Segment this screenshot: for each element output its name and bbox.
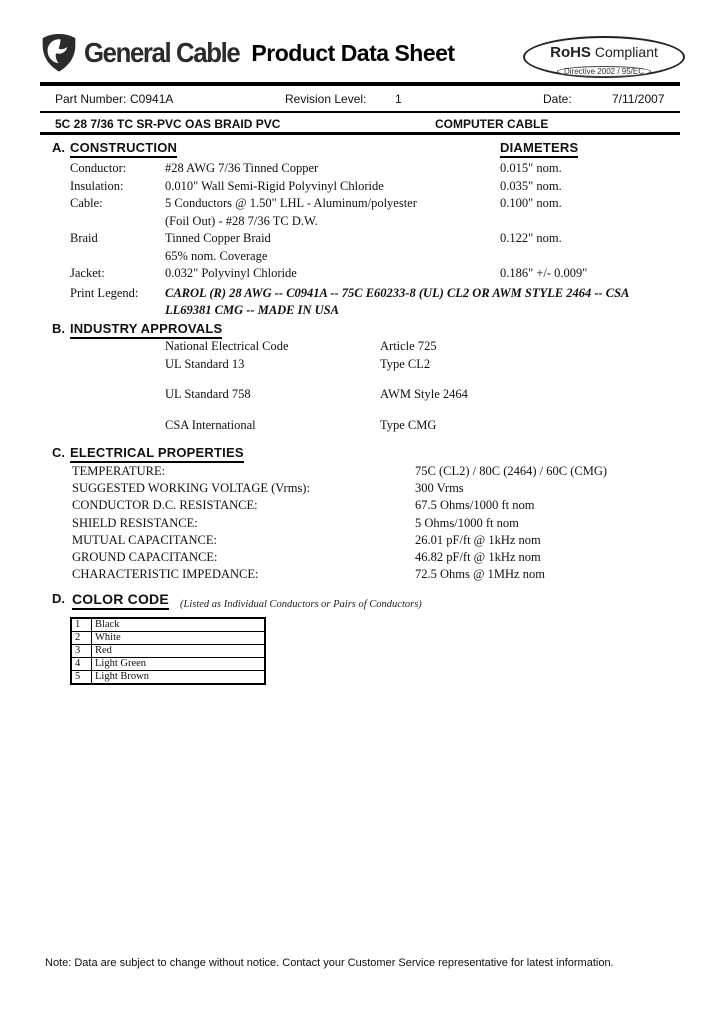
conductor-number: 1 — [71, 618, 92, 632]
table-row — [72, 463, 680, 480]
table-row — [70, 178, 680, 196]
page-title: Product Data Sheet — [251, 40, 455, 66]
row-diameter — [500, 213, 680, 231]
table-row — [71, 671, 265, 685]
row-label: SHIELD RESISTANCE: — [72, 515, 198, 530]
conductor-color: Red — [92, 645, 266, 658]
industry-approvals-table — [165, 338, 665, 434]
product-divider — [40, 132, 680, 135]
table-row — [165, 386, 665, 404]
section-c-heading: ELECTRICAL PROPERTIES — [70, 445, 244, 463]
table-row — [70, 213, 680, 231]
table-row — [72, 566, 680, 583]
row-value: Tinned Copper Braid — [165, 231, 271, 245]
color-code-note: (Listed as Individual Conductors or Pairs of Conductors) — [180, 599, 422, 610]
row-value: 0.010" Wall Semi-Rigid Polyvinyl Chloride — [165, 178, 384, 193]
row-label: Insulation: — [70, 178, 124, 193]
row-label: Conductor: — [70, 161, 127, 175]
row-label: CHARACTERISTIC IMPEDANCE: — [72, 567, 259, 582]
brand-name: General Cable — [84, 37, 240, 68]
section-b-heading: INDUSTRY APPROVALS — [70, 321, 222, 339]
product-name: 5C 28 7/36 TC SR-PVC OAS BRAID PVC — [55, 117, 281, 131]
table-row — [72, 480, 680, 497]
general-cable-logo — [40, 33, 253, 73]
row-value: Type CMG — [380, 417, 437, 432]
rohs-label: RoHS Compliant — [550, 44, 658, 61]
row-label: MUTUAL CAPACITANCE: — [72, 532, 217, 547]
row-diameter: 0.100" nom. — [500, 196, 562, 210]
row-label: UL Standard 13 — [165, 356, 245, 371]
conductor-color: Light Green — [92, 658, 266, 671]
table-row — [70, 265, 680, 283]
row-value: 67.5 Ohms/1000 ft nom — [415, 498, 535, 513]
row-diameter: 0.035" nom. — [500, 178, 562, 193]
row-label: CONDUCTOR D.C. RESISTANCE: — [72, 498, 258, 513]
section-a-letter: A. — [52, 140, 65, 155]
row-value: 5 Conductors @ 1.50" LHL - Aluminum/polyester — [165, 196, 417, 210]
table-row — [71, 632, 265, 645]
revision-level-label: Revision Level: — [285, 92, 367, 106]
conductor-color: Black — [92, 618, 266, 632]
revision-level-value: 1 — [395, 92, 402, 106]
date-value: 7/11/2007 — [612, 92, 665, 106]
print-legend-row — [70, 285, 680, 318]
part-number-value: C0941A — [130, 92, 174, 106]
print-legend-line2: LL69381 CMG -- MADE IN USA — [165, 302, 339, 317]
row-label: GROUND CAPACITANCE: — [72, 550, 218, 565]
rohs-compliant-badge — [523, 36, 685, 78]
row-label — [70, 248, 165, 266]
shield-swirl-icon — [40, 33, 78, 73]
header-divider — [40, 82, 680, 86]
row-value: 72.5 Ohms @ 1MHz nom — [415, 567, 545, 582]
conductor-number: 5 — [71, 671, 92, 685]
table-row — [70, 160, 680, 178]
table-row — [71, 645, 265, 658]
table-row — [71, 658, 265, 671]
row-diameter: 0.122" nom. — [500, 231, 562, 245]
section-b-letter: B. — [52, 321, 65, 336]
conductor-number: 3 — [71, 645, 92, 658]
row-value: (Foil Out) - #28 7/36 TC D.W. — [165, 213, 318, 228]
table-row — [165, 417, 665, 435]
diameters-heading: DIAMETERS — [500, 140, 578, 158]
row-label: National Electrical Code — [165, 339, 289, 353]
table-row — [70, 248, 680, 266]
rohs-directive: Directive 2002 / 95/EC — [557, 66, 651, 77]
table-row — [70, 230, 680, 248]
meta-divider — [40, 111, 680, 113]
table-row — [165, 356, 665, 374]
section-d-letter: D. — [52, 591, 65, 606]
electrical-properties-table — [72, 463, 680, 583]
conductor-number: 4 — [71, 658, 92, 671]
date-label: Date: — [543, 92, 572, 106]
print-legend-label: Print Legend: — [70, 286, 139, 300]
table-row — [72, 515, 680, 532]
section-d-heading: COLOR CODE — [72, 591, 169, 610]
row-value: Type CL2 — [380, 356, 431, 371]
product-category: COMPUTER CABLE — [435, 117, 549, 131]
row-label: SUGGESTED WORKING VOLTAGE (Vrms): — [72, 481, 310, 496]
row-label: UL Standard 758 — [165, 387, 251, 401]
print-legend-line1: CAROL (R) 28 AWG -- C0941A -- 75C E60233-8 (UL) CL2 OR AWM STYLE 2464 -- CSA — [165, 286, 630, 300]
row-value: 26.01 pF/ft @ 1kHz nom — [415, 532, 541, 547]
footer-note: Note: Data are subject to change without notice. Contact your Customer Service representative for latest information. — [45, 957, 614, 969]
row-label: Jacket: — [70, 266, 105, 280]
row-value: Article 725 — [380, 339, 437, 353]
part-number-label: Part Number: — [55, 92, 127, 106]
conductor-number: 2 — [71, 632, 92, 645]
row-diameter: 0.186" +/- 0.009" — [500, 266, 588, 280]
row-value: 46.82 pF/ft @ 1kHz nom — [415, 550, 541, 565]
table-row — [72, 549, 680, 566]
row-value: 5 Ohms/1000 ft nom — [415, 515, 519, 530]
color-code-table — [70, 617, 266, 685]
row-label: Braid — [70, 231, 98, 245]
conductor-color: Light Brown — [92, 671, 266, 685]
row-label: Cable: — [70, 196, 103, 210]
table-row — [72, 497, 680, 514]
row-value: 300 Vrms — [415, 481, 464, 496]
row-label — [70, 213, 165, 231]
row-diameter — [500, 248, 680, 266]
table-row — [70, 195, 680, 213]
row-value: #28 AWG 7/36 Tinned Copper — [165, 161, 319, 175]
table-row — [72, 532, 680, 549]
table-row — [165, 338, 665, 356]
print-legend-text — [165, 285, 680, 318]
row-value: 0.032" Polyvinyl Chloride — [165, 266, 297, 280]
row-label: CSA International — [165, 417, 256, 432]
row-diameter: 0.015" nom. — [500, 161, 562, 175]
construction-table — [70, 160, 680, 283]
row-value: 65% nom. Coverage — [165, 248, 268, 263]
row-value: AWM Style 2464 — [380, 387, 468, 401]
section-c-letter: C. — [52, 445, 65, 460]
table-row — [71, 618, 265, 632]
row-value: 75C (CL2) / 80C (2464) / 60C (CMG) — [415, 464, 608, 478]
section-a-heading: CONSTRUCTION — [70, 140, 177, 158]
conductor-color: White — [92, 632, 266, 645]
row-label: TEMPERATURE: — [72, 464, 166, 478]
